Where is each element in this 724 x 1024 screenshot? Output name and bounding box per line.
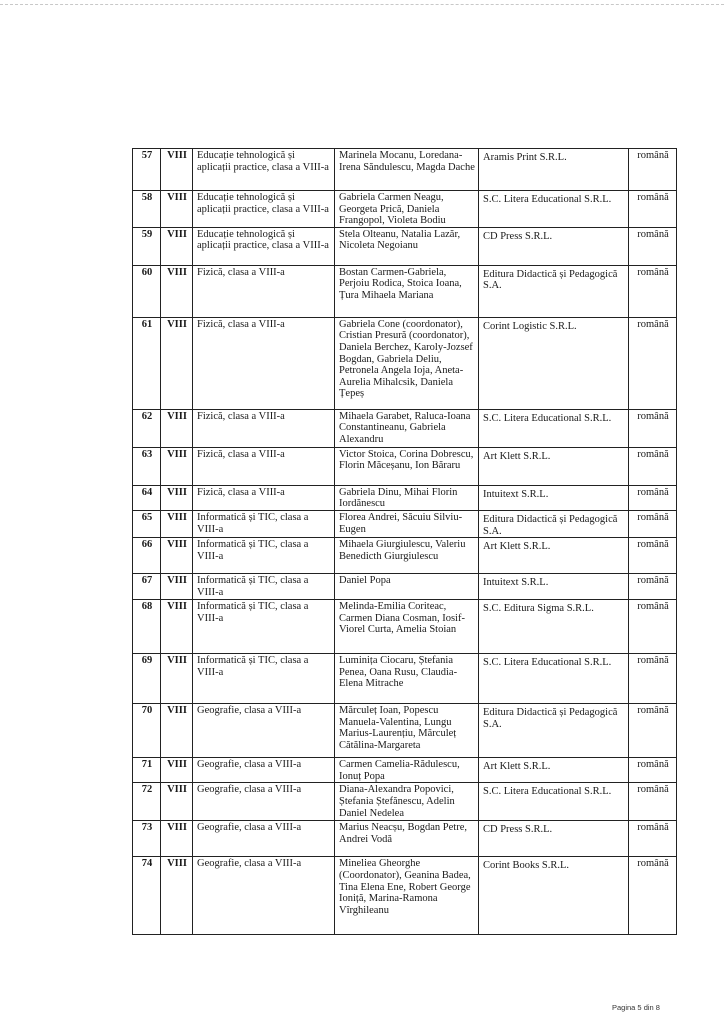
row-number: 69	[133, 654, 161, 704]
row-language: română	[629, 758, 677, 783]
row-authors: Bostan Carmen-Gabriela, Perjoiu Rodica, Stoica Ioana, Țura Mihaela Mariana	[335, 265, 479, 317]
row-language: română	[629, 485, 677, 510]
row-class: VIII	[161, 510, 193, 537]
row-title: Educație tehnologică și aplicații practice, clasa a VIII-a	[193, 191, 335, 228]
table-row	[133, 758, 677, 783]
row-language: română	[629, 227, 677, 265]
row-class: VIII	[161, 857, 193, 935]
table-row	[133, 857, 677, 935]
table-body	[133, 149, 677, 935]
page-number: Pagina 5 din 8	[612, 1003, 660, 1012]
row-publisher: S.C. Litera Educational S.R.L.	[479, 783, 629, 821]
table-row	[133, 317, 677, 409]
row-number: 57	[133, 149, 161, 191]
row-number: 68	[133, 600, 161, 654]
row-class: VIII	[161, 654, 193, 704]
row-authors: Marinela Mocanu, Loredana-Irena Săndulescu, Magda Dache	[335, 149, 479, 191]
row-authors: Carmen Camelia-Rădulescu, Ionuț Popa	[335, 758, 479, 783]
table-row	[133, 654, 677, 704]
row-title: Fizică, clasa a VIII-a	[193, 317, 335, 409]
table-row	[133, 265, 677, 317]
row-title: Informatică și TIC, clasa a VIII-a	[193, 654, 335, 704]
row-authors: Mihaela Garabet, Raluca-Ioana Constantineanu, Gabriela Alexandru	[335, 409, 479, 447]
row-language: română	[629, 149, 677, 191]
row-language: română	[629, 447, 677, 485]
row-class: VIII	[161, 409, 193, 447]
row-language: română	[629, 821, 677, 857]
row-number: 59	[133, 227, 161, 265]
row-class: VIII	[161, 538, 193, 574]
table-row	[133, 447, 677, 485]
table-row	[133, 485, 677, 510]
row-authors: Mărculeț Ioan, Popescu Manuela-Valentina, Lungu Marius-Laurențiu, Mărculeț Cătălina-Margareta	[335, 704, 479, 758]
row-publisher: Corint Logistic S.R.L.	[479, 317, 629, 409]
row-class: VIII	[161, 227, 193, 265]
row-number: 62	[133, 409, 161, 447]
table-row	[133, 227, 677, 265]
row-number: 73	[133, 821, 161, 857]
row-authors: Mineliea Gheorghe (Coordonator), Geanina Badea, Tina Elena Ene, Robert George Ioniță, Marina-Ramona Vîrghileanu	[335, 857, 479, 935]
row-title: Fizică, clasa a VIII-a	[193, 409, 335, 447]
row-authors: Stela Olteanu, Natalia Lazăr, Nicoleta Negoianu	[335, 227, 479, 265]
row-publisher: Editura Didactică și Pedagogică S.A.	[479, 265, 629, 317]
row-publisher: S.C. Litera Educational S.R.L.	[479, 409, 629, 447]
row-authors: Gabriela Cone (coordonator), Cristian Presură (coordonator), Daniela Berchez, Karoly-Jozsef Bogdan, Gabriela Deliu, Petronela Angela Ioja, Aneta-Aurelia Mihalcsik, Daniela Țepeș	[335, 317, 479, 409]
row-publisher: CD Press S.R.L.	[479, 821, 629, 857]
row-class: VIII	[161, 265, 193, 317]
row-title: Fizică, clasa a VIII-a	[193, 265, 335, 317]
row-title: Informatică și TIC, clasa a VIII-a	[193, 510, 335, 537]
row-authors: Marius Neacșu, Bogdan Petre, Andrei Vodă	[335, 821, 479, 857]
row-publisher: S.C. Editura Sigma S.R.L.	[479, 600, 629, 654]
row-language: română	[629, 857, 677, 935]
row-class: VIII	[161, 191, 193, 228]
row-publisher: Aramis Print S.R.L.	[479, 149, 629, 191]
row-title: Informatică și TIC, clasa a VIII-a	[193, 574, 335, 600]
row-title: Informatică și TIC, clasa a VIII-a	[193, 600, 335, 654]
row-publisher: S.C. Litera Educational S.R.L.	[479, 654, 629, 704]
row-title: Geografie, clasa a VIII-a	[193, 704, 335, 758]
row-authors: Florea Andrei, Săcuiu Silviu-Eugen	[335, 510, 479, 537]
row-language: română	[629, 317, 677, 409]
row-language: română	[629, 265, 677, 317]
row-number: 63	[133, 447, 161, 485]
textbook-table	[132, 148, 677, 935]
row-title: Educație tehnologică și aplicații practice, clasa a VIII-a	[193, 227, 335, 265]
table-row	[133, 538, 677, 574]
row-title: Fizică, clasa a VIII-a	[193, 485, 335, 510]
row-publisher: Art Klett S.R.L.	[479, 758, 629, 783]
row-publisher: Corint Books S.R.L.	[479, 857, 629, 935]
row-number: 72	[133, 783, 161, 821]
row-title: Geografie, clasa a VIII-a	[193, 821, 335, 857]
row-publisher: Intuitext S.R.L.	[479, 485, 629, 510]
row-class: VIII	[161, 821, 193, 857]
row-language: română	[629, 704, 677, 758]
row-authors: Diana-Alexandra Popovici, Ștefania Ștefănescu, Adelin Daniel Nedelea	[335, 783, 479, 821]
row-number: 64	[133, 485, 161, 510]
row-publisher: Art Klett S.R.L.	[479, 538, 629, 574]
row-number: 65	[133, 510, 161, 537]
row-number: 71	[133, 758, 161, 783]
row-publisher: Intuitext S.R.L.	[479, 574, 629, 600]
row-publisher: Art Klett S.R.L.	[479, 447, 629, 485]
row-language: română	[629, 538, 677, 574]
row-title: Geografie, clasa a VIII-a	[193, 857, 335, 935]
table-row	[133, 704, 677, 758]
row-publisher: Editura Didactică și Pedagogică S.A.	[479, 704, 629, 758]
row-class: VIII	[161, 485, 193, 510]
row-language: română	[629, 409, 677, 447]
row-class: VIII	[161, 783, 193, 821]
row-authors: Daniel Popa	[335, 574, 479, 600]
table-row	[133, 149, 677, 191]
row-authors: Luminița Ciocaru, Ștefania Penea, Oana Rusu, Claudia-Elena Mitrache	[335, 654, 479, 704]
row-number: 74	[133, 857, 161, 935]
row-number: 60	[133, 265, 161, 317]
row-number: 70	[133, 704, 161, 758]
row-authors: Mihaela Giurgiulescu, Valeriu Benedicth Giurgiulescu	[335, 538, 479, 574]
table-row	[133, 574, 677, 600]
top-divider	[0, 4, 724, 5]
row-title: Educație tehnologică și aplicații practice, clasa a VIII-a	[193, 149, 335, 191]
row-publisher: CD Press S.R.L.	[479, 227, 629, 265]
table-row	[133, 191, 677, 228]
row-number: 61	[133, 317, 161, 409]
row-title: Fizică, clasa a VIII-a	[193, 447, 335, 485]
row-number: 58	[133, 191, 161, 228]
row-title: Informatică și TIC, clasa a VIII-a	[193, 538, 335, 574]
row-number: 67	[133, 574, 161, 600]
row-language: română	[629, 783, 677, 821]
row-language: română	[629, 600, 677, 654]
table-row	[133, 510, 677, 537]
table-row	[133, 783, 677, 821]
row-authors: Gabriela Carmen Neagu, Georgeta Prică, Daniela Frangopol, Violeta Bodiu	[335, 191, 479, 228]
row-number: 66	[133, 538, 161, 574]
row-publisher: Editura Didactică și Pedagogică S.A.	[479, 510, 629, 537]
row-title: Geografie, clasa a VIII-a	[193, 758, 335, 783]
row-language: română	[629, 574, 677, 600]
row-authors: Victor Stoica, Corina Dobrescu, Florin Măceșanu, Ion Băraru	[335, 447, 479, 485]
row-class: VIII	[161, 149, 193, 191]
row-class: VIII	[161, 758, 193, 783]
row-class: VIII	[161, 447, 193, 485]
row-language: română	[629, 654, 677, 704]
row-authors: Melinda-Emilia Coriteac, Carmen Diana Cosman, Iosif-Viorel Curta, Amelia Stoian	[335, 600, 479, 654]
table-row	[133, 821, 677, 857]
row-class: VIII	[161, 317, 193, 409]
row-class: VIII	[161, 600, 193, 654]
row-language: română	[629, 510, 677, 537]
row-language: română	[629, 191, 677, 228]
table-row	[133, 409, 677, 447]
row-publisher: S.C. Litera Educational S.R.L.	[479, 191, 629, 228]
row-authors: Gabriela Dinu, Mihai Florin Iordănescu	[335, 485, 479, 510]
table-row	[133, 600, 677, 654]
row-class: VIII	[161, 574, 193, 600]
row-class: VIII	[161, 704, 193, 758]
row-title: Geografie, clasa a VIII-a	[193, 783, 335, 821]
